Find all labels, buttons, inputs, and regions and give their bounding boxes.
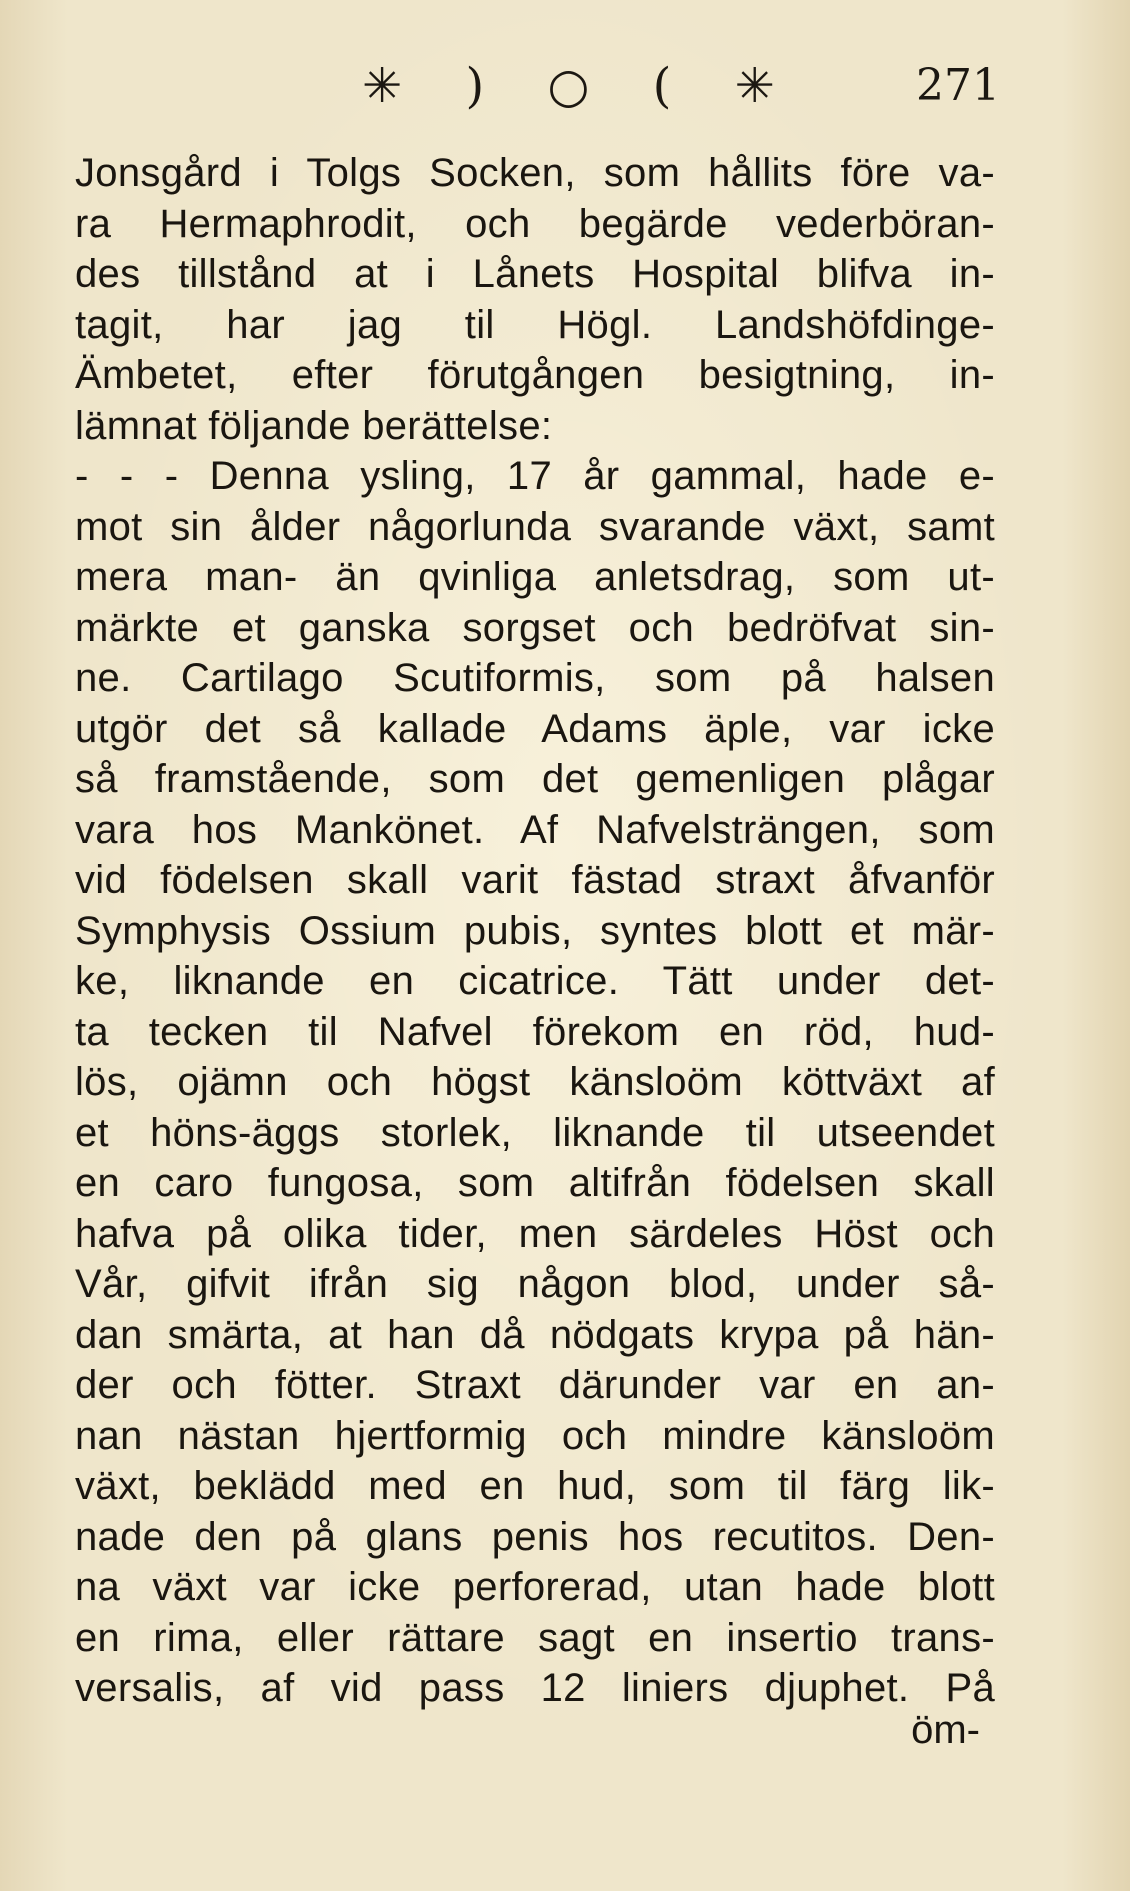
text-line: lös, ojämn och högst känsloöm köttväxt af (75, 1060, 995, 1104)
text-line: så framstående, som det gemenligen plågar (75, 757, 995, 801)
text-line: et höns-äggs storlek, liknande til utseendet (75, 1110, 995, 1155)
text-line: Ämbetet, efter förutgången besigtning, in- (75, 353, 995, 397)
text-line: der och fötter. Straxt därunder var en an- (75, 1363, 995, 1407)
text-line: mot sin ålder någorlunda svarande växt, samt (75, 504, 995, 549)
text-line: nade den på glans penis hos recutitos. Den- (75, 1514, 995, 1559)
text-line: versalis, af vid pass 12 liniers djuphet. På (75, 1666, 995, 1710)
text-line: hafva på olika tider, men särdeles Höst och (75, 1211, 995, 1256)
page-number: 271 (916, 60, 1000, 111)
text-line: vid födelsen skall varit fästad straxt åfvanför (75, 858, 995, 902)
text-line: växt, beklädd med en hud, som til färg lik- (75, 1464, 995, 1508)
text-line: ta tecken til Nafvel förekom en röd, hud- (75, 1009, 995, 1054)
text-line: ra Hermaphrodit, och begärde vederböran- (75, 201, 995, 246)
text-line: utgör det så kallade Adams äple, var icke (75, 706, 995, 751)
page-header (70, 58, 1000, 128)
text-line: Jonsgård i Tolgs Socken, som hållits före va- (75, 151, 995, 195)
text-line: nan nästan hjertformig och mindre känsloöm (75, 1413, 995, 1458)
text-line: en rima, eller rättare sagt en insertio trans- (75, 1615, 995, 1660)
text-line: ne. Cartilago Scutiformis, som på halsen (75, 656, 995, 700)
text-line: dan smärta, at han då nödgats krypa på hän- (75, 1312, 995, 1357)
text-line: na växt var icke perforerad, utan hade blott (75, 1565, 995, 1609)
text-line: märkte et ganska sorgset och bedröfvat sin- (75, 605, 995, 650)
text-line: des tillstånd at i Lånets Hospital blifva in- (75, 252, 995, 296)
text-line: tagit, har jag til Högl. Landshöfdinge- (75, 302, 995, 347)
text-line: ke, liknande en cicatrice. Tätt under det- (75, 959, 995, 1003)
header-ornament: ✳ ) ○ ( ✳ (362, 58, 799, 114)
text-line: Vår, gifvit ifrån sig någon blod, under så- (75, 1262, 995, 1306)
text-line: lämnat följande berättelse: (75, 403, 553, 448)
text-line: - - - Denna ysling, 17 år gammal, hade e- (75, 454, 995, 498)
catchword: öm- (911, 1708, 980, 1752)
text-line: Symphysis Ossium pubis, syntes blott et mär- (75, 908, 995, 953)
text-line: vara hos Mankönet. Af Nafvelsträngen, som (75, 807, 995, 852)
text-line: en caro fungosa, som altifrån födelsen skall (75, 1161, 995, 1205)
text-line: mera man- än qvinliga anletsdrag, som ut- (75, 555, 995, 599)
body-text (75, 148, 995, 1714)
